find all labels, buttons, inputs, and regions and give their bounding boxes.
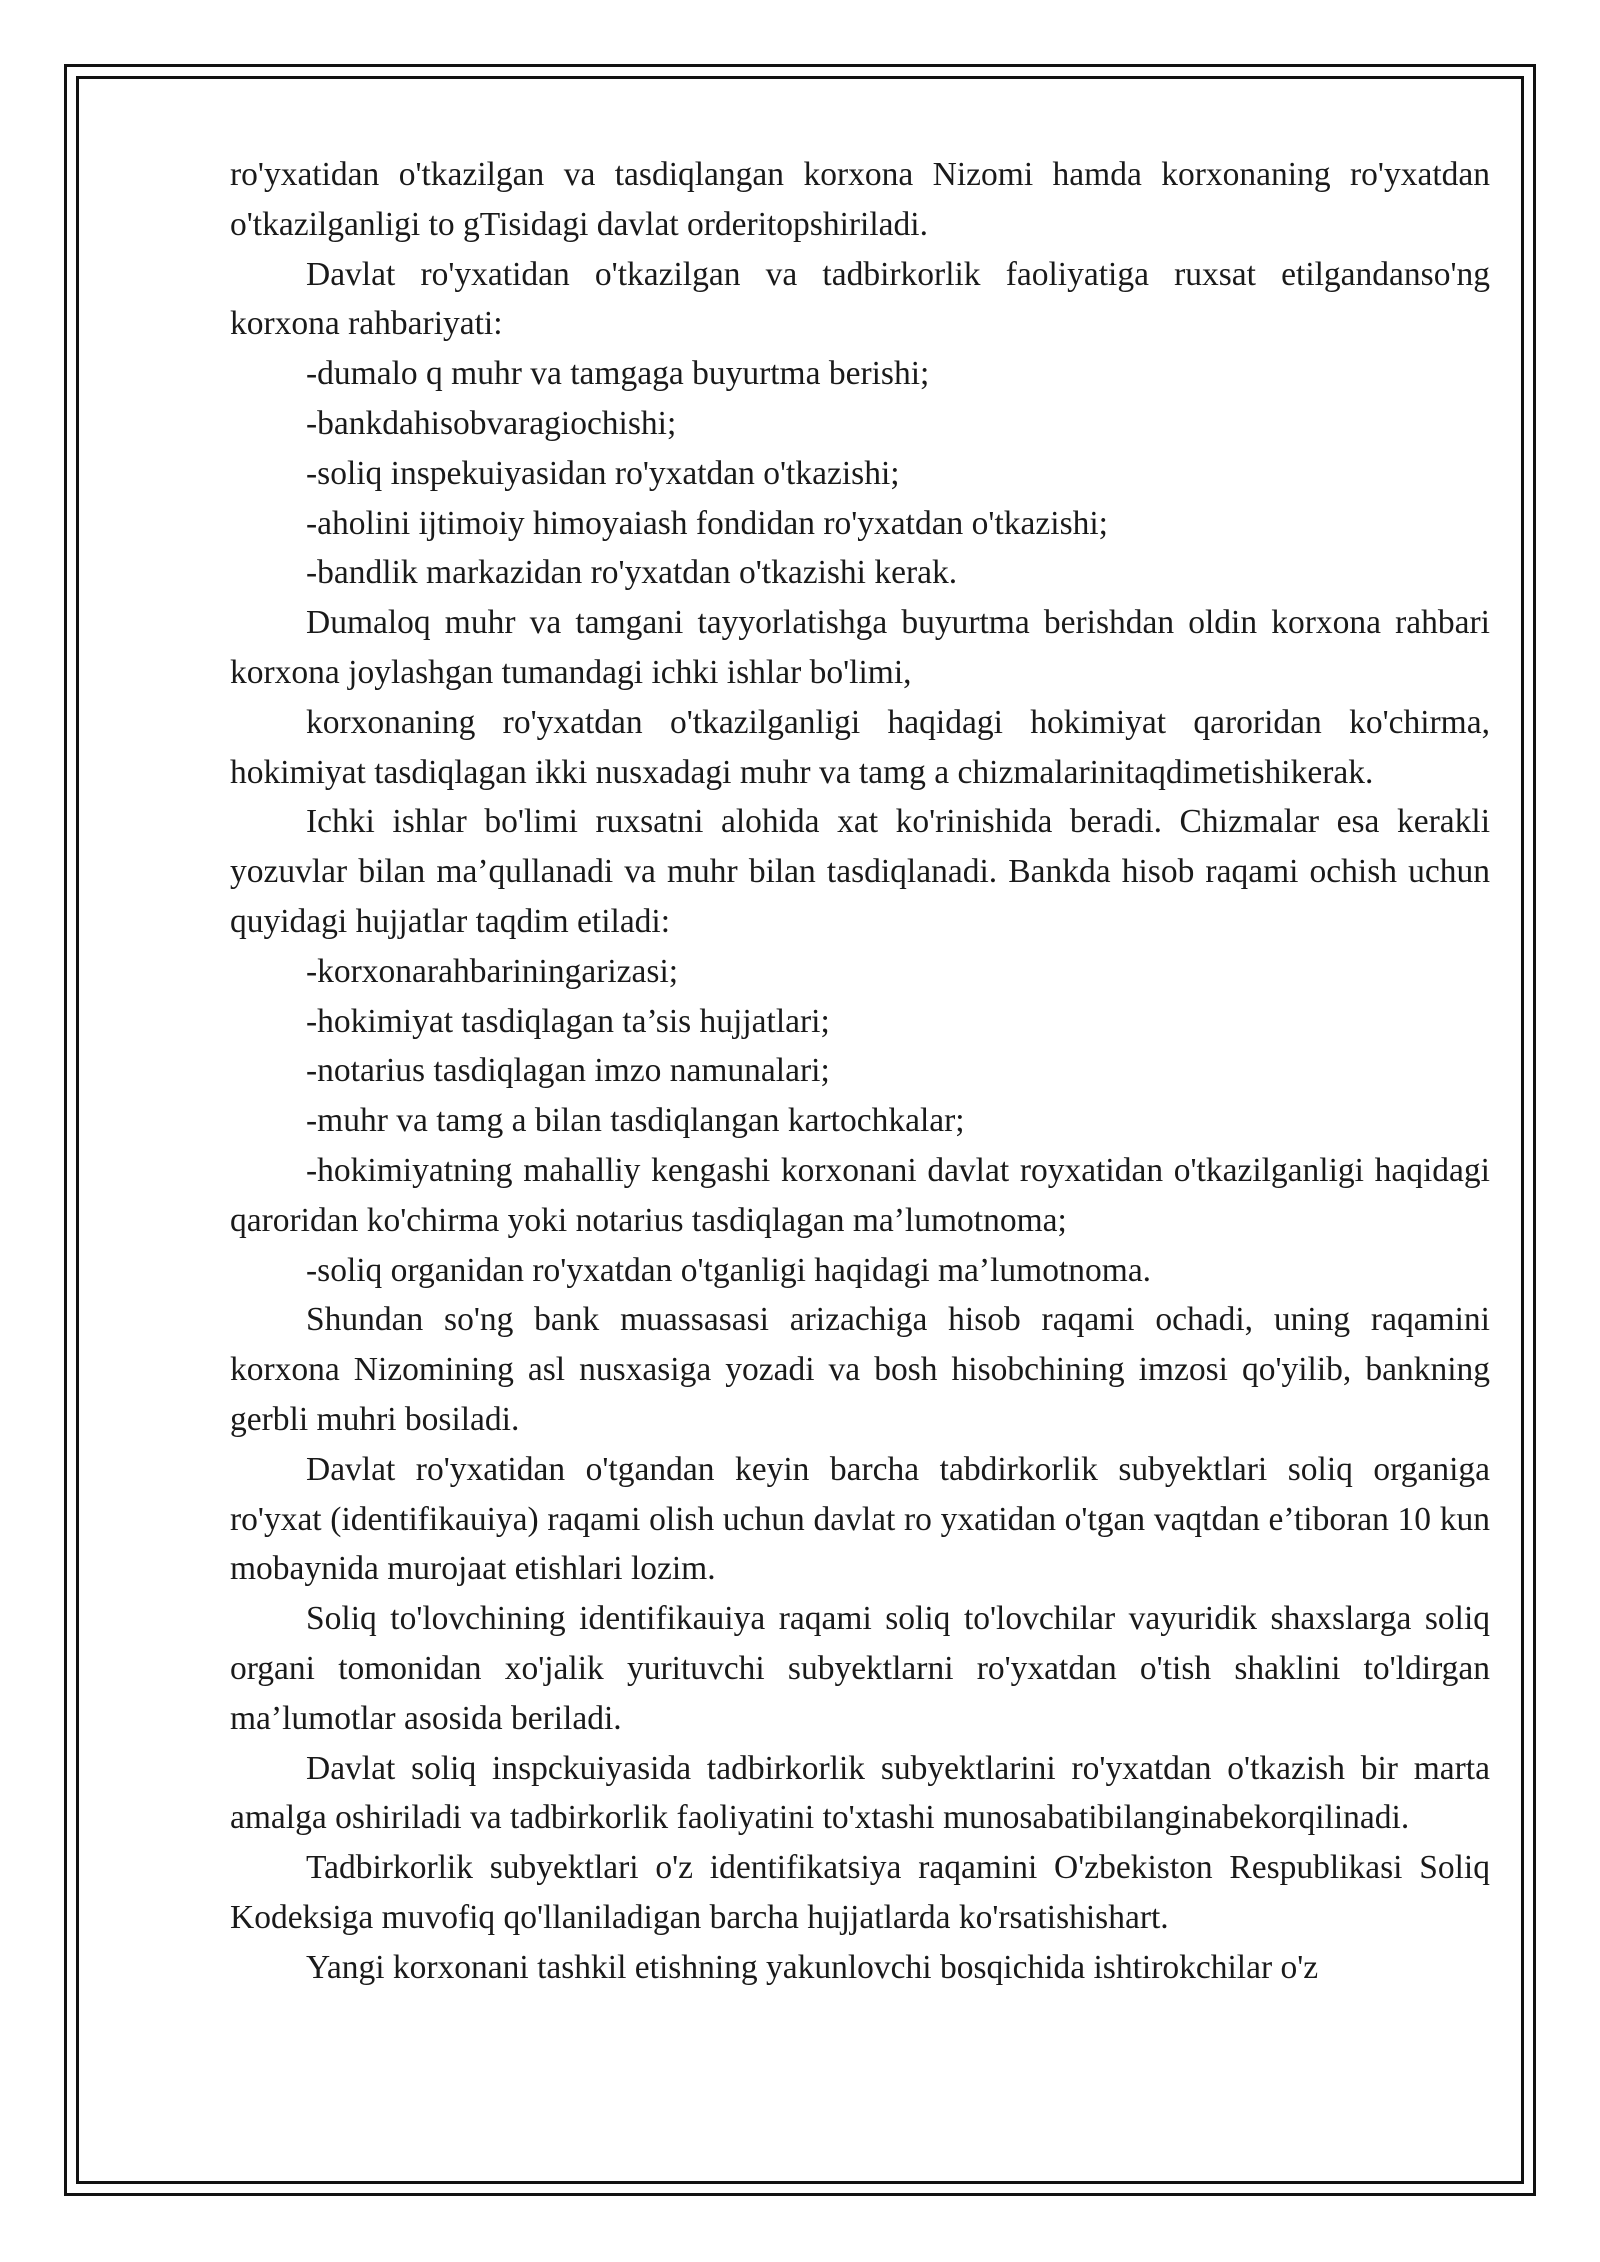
paragraph: ro'yxatidan o'tkazilgan va tasdiqlangan korxona Nizomi hamda korxonaning ro'yxatdan o'tkazilganligi to gTisidagi davlat orderitopshiriladi. xyxy=(230,156,1490,243)
list-item: -soliq organidan ro'yxatdan o'tganligi haqidagi ma’lumotnoma. xyxy=(306,1251,1152,1289)
list-item: -korxonarahbariningarizasi; xyxy=(306,952,679,990)
paragraph: Davlat ro'yxatidan o'tgandan keyin barcha tabdirkorlik subyektlari soliq organiga ro'yxat (identifikauiya) raqami olish uchun davlat ro yxatidan o'tgan vaqtdan e’tiboran 10 kun mobaynida murojaat etishlari lozim. xyxy=(230,1450,1490,1588)
list-item: -bandlik markazidan ro'yxatdan o'tkazishi kerak. xyxy=(306,554,958,592)
paragraph: Tadbirkorlik subyektlari o'z identifikatsiya raqamini O'zbekiston Respublikasi Soliq Kodeksiga muvofiq qo'llaniladigan barcha hujjatlarda ko'rsatishishart. xyxy=(230,1849,1490,1936)
paragraph: Davlat ro'yxatidan o'tkazilgan va tadbirkorlik faoliyatiga ruxsat etilgandanso'ng korxona rahbariyati: xyxy=(230,255,1490,343)
list-item: -bankdahisobvaragiochishi; xyxy=(306,404,677,442)
paragraph: Dumaloq muhr va tamgani tayyorlatishga buyurtma berishdan oldin korxona rahbari korxona joylashgan tumandagi ichki ishlar bo'limi, xyxy=(230,604,1490,691)
list-item: -dumalo q muhr va tamgaga buyurtma berishi; xyxy=(306,355,930,393)
list-item: -muhr va tamg a bilan tasdiqlangan kartochkalar; xyxy=(306,1102,965,1140)
list-item: -hokimiyat tasdiqlagan ta’sis hujjatlari; xyxy=(306,1002,830,1040)
paragraph: korxonaning ro'yxatdan o'tkazilganligi haqidagi hokimiyat qaroridan ko'chirma, hokimiyat tasdiqlagan ikki nusxadagi muhr va tamg a chizmalarinitaqdimetishikerak. xyxy=(230,703,1490,791)
list-item: -soliq inspekuiyasidan ro'yxatdan o'tkazishi; xyxy=(306,454,900,492)
paragraph: Davlat soliq inspckuiyasida tadbirkorlik subyektlarini ro'yxatdan o'tkazish bir marta amalga oshiriladi va tadbirkorlik faoliyatini to'xtashi munosabatibilanginabekorqilinadi. xyxy=(230,1749,1490,1837)
list-item: -hokimiyatning mahalliy kengashi korxonani davlat royxatidan o'tkazilganligi haqidagi qaroridan ko'chirma yoki notarius tasdiqlagan ma’lumotnoma; xyxy=(230,1151,1490,1239)
document-body xyxy=(230,150,1490,1992)
paragraph: Yangi korxonani tashkil etishning yakunlovchi bosqichida ishtirokchilar o'z xyxy=(306,1948,1319,1986)
paragraph: Soliq to'lovchining identifikauiya raqami soliq to'lovchilar vayuridik shaxslarga soliq organi tomonidan xo'jalik yurituvchi subyektlarni ro'yxatdan o'tish shaklini to'ldirgan ma’lumotlar asosida beriladi. xyxy=(230,1600,1490,1737)
paragraph: Shundan so'ng bank muassasasi arizachiga hisob raqami ochadi, uning raqamini korxona Nizomining asl nusxasiga yozadi va bosh hisobchining imzosi qo'yilib, bankning gerbli muhri bosiladi. xyxy=(230,1301,1490,1438)
list-item: -notarius tasdiqlagan imzo namunalari; xyxy=(306,1052,830,1090)
list-item: -aholini ijtimoiy himoyaiash fondidan ro'yxatdan o'tkazishi; xyxy=(306,504,1108,542)
paragraph: Ichki ishlar bo'limi ruxsatni alohida xat ko'rinishida beradi. Chizmalar esa kerakli yozuvlar bilan ma’qullanadi va muhr bilan tasdiqlanadi. Bankda hisob raqami ochish uchun quyidagi hujjatlar taqdim etiladi: xyxy=(230,803,1490,940)
